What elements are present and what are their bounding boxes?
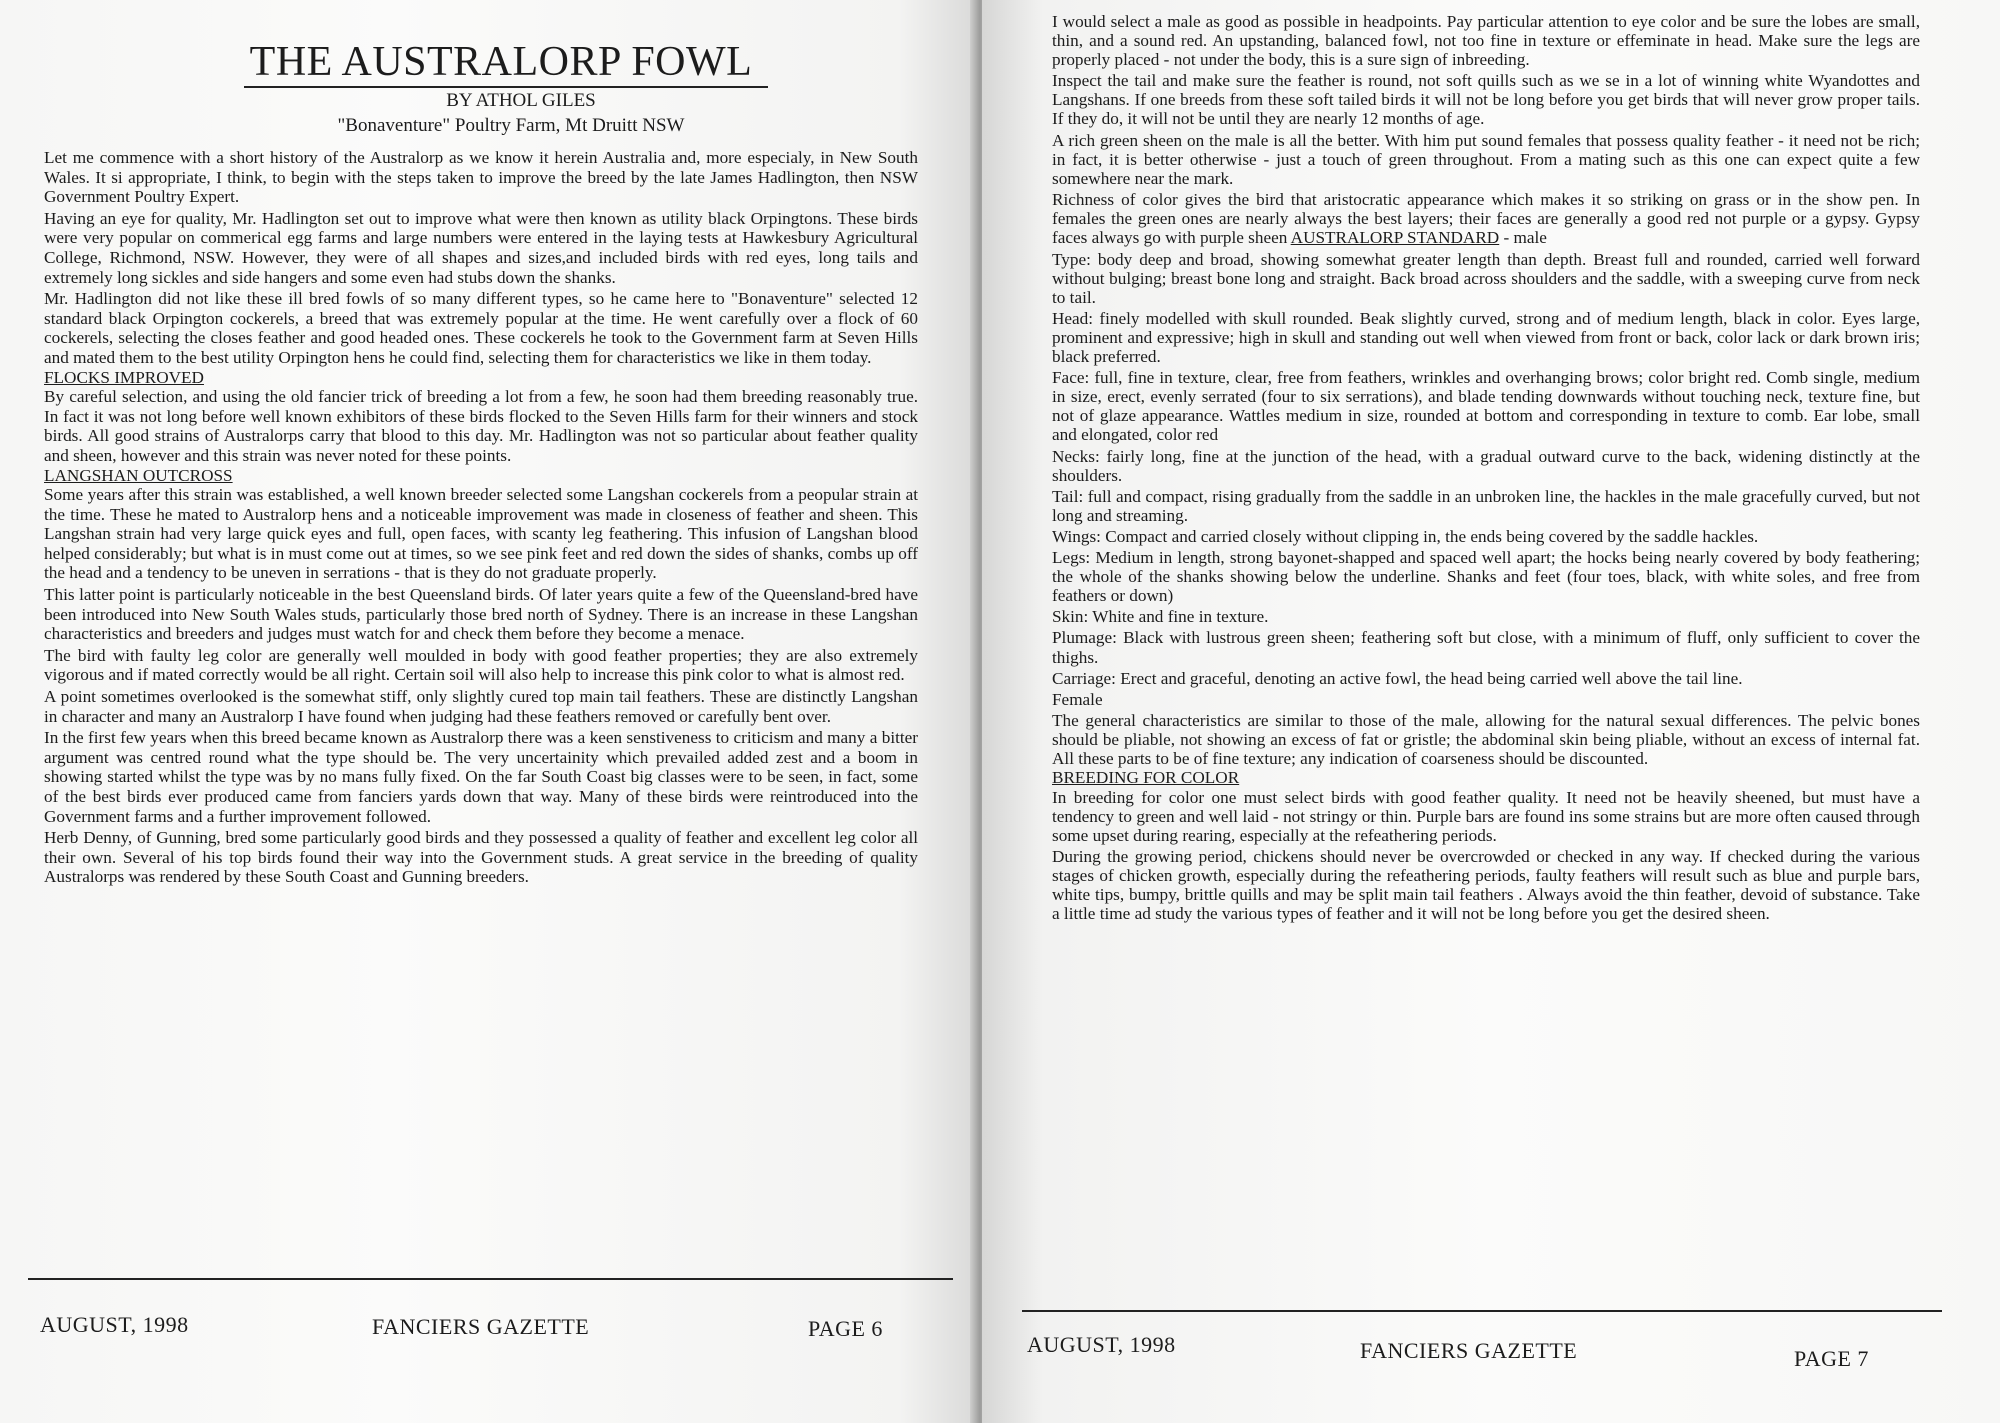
paragraph: Having an eye for quality, Mr. Hadlington set out to improve what were then known as utility black Orpingtons. These birds were very popular on commerical egg farms and large numbers were entered in the laying tests at Hawkesbury Agricultural College, Richmond, NSW. However, they were of all shapes and sizes,and included birds with red eyes, long tails and extremely long sickles and side hangers and some even had stubs down the shanks.: [44, 208, 918, 287]
paragraph: Herb Denny, of Gunning, bred some particularly good birds and they possessed a quality of feather and excellent leg color all their own. Several of his top birds found their way into the Government studs. A great service in the breeding of quality Australorps was rendered by these South Coast and Gunning breeders.: [44, 828, 918, 887]
section-heading-flocks: FLOCKS IMPROVED: [44, 367, 204, 387]
footer-date: AUGUST, 1998: [40, 1312, 189, 1337]
standard-item: Carriage: Erect and graceful, denoting an active fowl, the head being carried well above the tail line.: [1052, 668, 1743, 688]
paragraph: By careful selection, and using the old fancier trick of breeding a lot from a few, he soon had them breeding reasonably true. In fact it was not long before well known exhibitors of these birds flocked to the Seven Hills farm for their winners and stock birds. All good strains of Australorps carry that blood to this day. Mr. Hadlington was not so particular about feather quality and sheen, however and this strain was never noted for these points.: [44, 387, 918, 465]
paragraph: A rich green sheen on the male is all the better. With him put sound females that possess quality feather - it need not be rich; in fact, it is better otherwise - just a touch of green throughout. From a mating such as this one can expect quite a few somewhere near the mark.: [1052, 130, 1920, 188]
footer-magazine: FANCIERS GAZETTE: [1360, 1338, 1578, 1363]
standard-item: Plumage: Black with lustrous green sheen; feathering soft but close, with a minimum of fluff, only sufficient to cover the thighs.: [1052, 628, 1920, 667]
standard-item: Necks: fairly long, fine at the junction of the head, with a gradual outward curve to the back, widening distinctly at the shoulders.: [1052, 446, 1920, 485]
right-page-body: [1052, 12, 1920, 923]
farm-name: "Bonaventure" Poultry Farm, Mt Druitt NSW: [337, 115, 685, 136]
left-page-body: [44, 38, 918, 887]
paragraph: This latter point is particularly noticeable in the best Queensland birds. Of later years quite a few of the Queensland-bred have been introduced into New South Wales studs, particularly those bred north of Sydney. There is an increase in these Langshan characteristics and breeders and judges must watch for and check them before they become a menace.: [44, 585, 918, 644]
paragraph: In the first few years when this breed became known as Australorp there was a keen senstiveness to criticism and many a bitter argument was centred round what the type should be. The very uncertainity which prevailed added zest and a boom in showing started whilst the type was by no mans fully fixed. On the far South Coast big classes were to be seen, in fact, some of the best birds ever produced came from fanciers yards down that way. Many of these birds were reintroduced into the Government farms and a further improvement followed.: [44, 728, 918, 826]
standard-item: Tail: full and compact, rising gradually from the saddle in an unbroken line, the hackles in the male gracefully curved, but not long and streaming.: [1052, 486, 1920, 525]
paragraph: Let me commence with a short history of the Australorp as we know it herein Australia and, more especialy, in New South Wales. It si appropriate, I think, to begin with the steps taken to improve the breed by the late James Hadlington, then NSW Government Poultry Expert.: [44, 148, 918, 207]
footer-page-number: PAGE 7: [1794, 1346, 1869, 1371]
standard-suffix: - male: [1499, 228, 1547, 248]
right-article-text: [1052, 12, 1920, 923]
paragraph: During the growing period, chickens should never be overcrowded or checked in any way. If checked during the various stages of chicken growth, especially during the refeathering periods, faulty feathers will result such as blue and purple bars, white tips, bumpy, brittle quills and may be split main tail feathers . Always avoid the thin feather, devoid of substance. Take a little time ad study the various types of feather and it will not be long before you get the desired sheen.: [1052, 846, 1920, 924]
footer-date: AUGUST, 1998: [1027, 1332, 1176, 1357]
paragraph: Some years after this strain was established, a well known breeder selected some Langshan cockerels from a peopular strain at the time. These he mated to Australorp hens and a noticeable improvement was made in closeness of feather and sheen. This Langshan strain had very large quick eyes and full, open faces, with scanty leg feathering. This infusion of Langshan blood helped considerably; but what is in must come out at times, so we see pink feet and red down the sides of shanks, combs up off the head and a tendency to be uneven in serrations - that is they do not graduate properly.: [44, 485, 918, 583]
standard-item: Type: body deep and broad, showing somewhat greater length than depth. Breast full and rounded, carried well forward without bulging; breast bone long and straight. Back broad across shoulders and the saddle, with a sweeping curve from neck to tail.: [1052, 249, 1920, 307]
richness-text: Richness of color gives the bird that aristocratic appearance which makes it so striking on grass or in the show pen. In females the green ones are nearly always the best layers; their faces are generally a good red not purple or a gypsy. Gypsy faces always go with purple sheen: [1052, 189, 1920, 248]
paragraph: A point sometimes overlooked is the somewhat stiff, only slightly cured top main tail feathers. These are distinctly Langshan in character and many an Australorp I have found when judging had these feathers removed or carefully bent over.: [44, 687, 918, 726]
paragraph: Inspect the tail and make sure the feather is round, not soft quills such as we se in a lot of winning white Wyandottes and Langshans. If one breeds from these soft tailed birds it will not be long before you get birds that will never grow proper tails. If they do, it will not be until they are nearly 12 months of age.: [1052, 71, 1920, 129]
section-heading-standard: AUSTRALORP STANDARD: [1290, 228, 1500, 248]
footer-page-number: PAGE 6: [808, 1316, 883, 1341]
title-underline: [244, 86, 768, 88]
footer-magazine: FANCIERS GAZETTE: [372, 1314, 590, 1339]
standard-item: The general characteristics are similar to those of the male, allowing for the natural sexual differences. The pelvic bones should be pliable, not showing an excess of fat or gristle; the abdominal skin being pliable, without an excess of internal fat. All these parts to be of fine texture; any indication of coarseness should be discounted.: [1052, 710, 1920, 768]
paragraph: [1052, 190, 1920, 248]
paragraph: I would select a male as good as possible in headpoints. Pay particular attention to eye color and be sure the lobes are small, thin, and a sound red. An upstanding, balanced fowl, not too fine in texture or effeminate in head. Make sure the legs are properly placed - not under the body, this is a sure sign of inbreeding.: [1052, 12, 1920, 70]
standard-item: Legs: Medium in length, strong bayonet-shapped and spaced well apart; the hocks being nearly covered by body feathering; the whole of the shanks showing below the underline. Shanks and feet (four toes, black, with white soles, and free from feathers or down): [1052, 548, 1920, 606]
paragraph: Mr. Hadlington did not like these ill bred fowls of so many different types, so he came here to "Bonaventure" selected 12 standard black Orpington cockerels, a breed that was extremely popular at the time. He went carefully over a flock of 60 cockerels, selecting the closes feather and good headed ones. These cockerels he took to the Government farm at Seven Hills and mated them to the best utility Orpington hens he could find, selecting them for characteristics we like in them today.: [44, 289, 918, 367]
section-heading-color: BREEDING FOR COLOR: [1052, 768, 1240, 788]
article-title: THE AUSTRALORP FOWL: [249, 39, 753, 85]
standard-item: Head: finely modelled with skull rounded. Beak slightly curved, strong and of medium length, black in color. Eyes large, prominent and expressive; high in skull and standing out well when viewed from front or back, color lack or dark brown iris; black preferred.: [1052, 308, 1920, 367]
paragraph: In breeding for color one must select birds with good feather quality. It need not be heavily sheened, but must have a tendency to green and well laid - not stringy or thin. Purple bars are found ins some strains but are more often caused through some upset during rearing, especially at the refeathering periods.: [1052, 787, 1920, 845]
standard-item: Wings: Compact and carried closely without clipping in, the ends being covered by the saddle hackles.: [1052, 526, 1759, 546]
standard-item: Face: full, fine in texture, clear, free from feathers, wrinkles and overhanging brows; color bright red. Comb single, medium in size, erect, evenly serrated (four to six serrations), and blade tending downwards without touching neck, texture fine, but not of glaze appearance. Wattles medium in size, rounded at bottom and corresponding in texture to comb. Ear lobe, small and elongated, color red: [1052, 368, 1920, 445]
standard-item: Skin: White and fine in texture.: [1052, 607, 1269, 627]
left-article-text: [44, 148, 918, 887]
section-heading-langshan: LANGSHAN OUTCROSS: [44, 465, 233, 485]
standard-item: Female: [1052, 689, 1103, 709]
footer-rule: [28, 1278, 953, 1280]
footer-rule: [1022, 1310, 1942, 1312]
paragraph: The bird with faulty leg color are generally well moulded in body with good feather properties; they are also extremely vigorous and if mated correctly would be all right. Certain soil will also help to increase this pink color to what is almost red.: [44, 645, 918, 685]
left-page: [0, 0, 978, 1423]
byline: BY ATHOL GILES: [446, 90, 596, 111]
